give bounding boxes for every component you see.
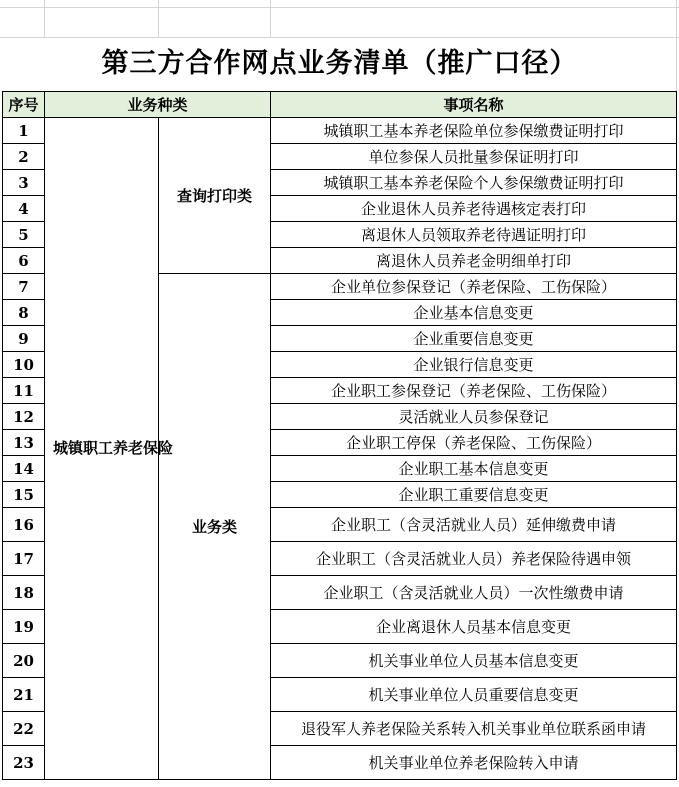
item-name: 企业职工重要信息变更 [271,482,677,508]
item-name: 城镇职工基本养老保险单位参保缴费证明打印 [271,118,677,144]
row-number: 1 [3,118,45,144]
item-name: 企业退休人员养老待遇核定表打印 [271,196,677,222]
row-number: 21 [3,678,45,712]
item-name: 企业重要信息变更 [271,326,677,352]
sheet-gridline [44,0,45,37]
row-number: 18 [3,576,45,610]
item-name: 单位参保人员批量参保证明打印 [271,144,677,170]
row-number: 4 [3,196,45,222]
header-row [3,92,677,118]
row-number: 9 [3,326,45,352]
item-name: 机关事业单位人员重要信息变更 [271,678,677,712]
main-category-cell [45,118,174,780]
item-name: 企业职工基本信息变更 [271,456,677,482]
row-number: 15 [3,482,45,508]
column-header-strip [0,0,679,7]
item-name: 离退休人员养老金明细单打印 [271,248,677,274]
item-name: 退役军人养老保险关系转入机关事业单位联系函申请 [271,712,677,746]
item-name: 灵活就业人员参保登记 [271,404,677,430]
item-name: 企业职工（含灵活就业人员）延伸缴费申请 [271,508,677,542]
subcategory-query: 查询打印类 [159,118,271,274]
sheet-gridline [158,0,159,37]
row-number: 19 [3,610,45,644]
item-name: 企业基本信息变更 [271,300,677,326]
row-number: 2 [3,144,45,170]
row-number: 16 [3,508,45,542]
row-number: 3 [3,170,45,196]
subcategory-business: 业务类 [159,274,271,780]
table-row [3,118,677,144]
business-list-table [2,91,677,780]
item-name: 企业职工（含灵活就业人员）养老保险待遇申领 [271,542,677,576]
item-name: 企业单位参保登记（养老保险、工伤保险） [271,274,677,300]
item-name: 机关事业单位养老保险转入申请 [271,746,677,780]
main-category-label: 城镇职工养老保险 [53,439,174,457]
row-number: 8 [3,300,45,326]
row-number: 17 [3,542,45,576]
row-number: 12 [3,404,45,430]
row-number: 13 [3,430,45,456]
item-name: 企业职工（含灵活就业人员）一次性缴费申请 [271,576,677,610]
row-number: 23 [3,746,45,780]
header-seq: 序号 [3,92,45,118]
document-title: 第三方合作网点业务清单（推广口径） [101,48,578,79]
row-number: 10 [3,352,45,378]
sheet-gridline [270,0,271,37]
item-name: 离退休人员领取养老待遇证明打印 [271,222,677,248]
row-number: 11 [3,378,45,404]
row-number: 6 [3,248,45,274]
item-name: 企业银行信息变更 [271,352,677,378]
sheet-gridline [0,37,679,38]
header-category: 业务种类 [45,92,271,118]
row-number: 7 [3,274,45,300]
item-name: 企业离退休人员基本信息变更 [271,610,677,644]
row-number: 20 [3,644,45,678]
row-number: 14 [3,456,45,482]
row-number: 5 [3,222,45,248]
header-item: 事项名称 [271,92,677,118]
row-number: 22 [3,712,45,746]
item-name: 企业职工参保登记（养老保险、工伤保险） [271,378,677,404]
item-name: 企业职工停保（养老保险、工伤保险） [271,430,677,456]
item-name: 城镇职工基本养老保险个人参保缴费证明打印 [271,170,677,196]
item-name: 机关事业单位人员基本信息变更 [271,644,677,678]
sheet-gridline [0,7,679,8]
